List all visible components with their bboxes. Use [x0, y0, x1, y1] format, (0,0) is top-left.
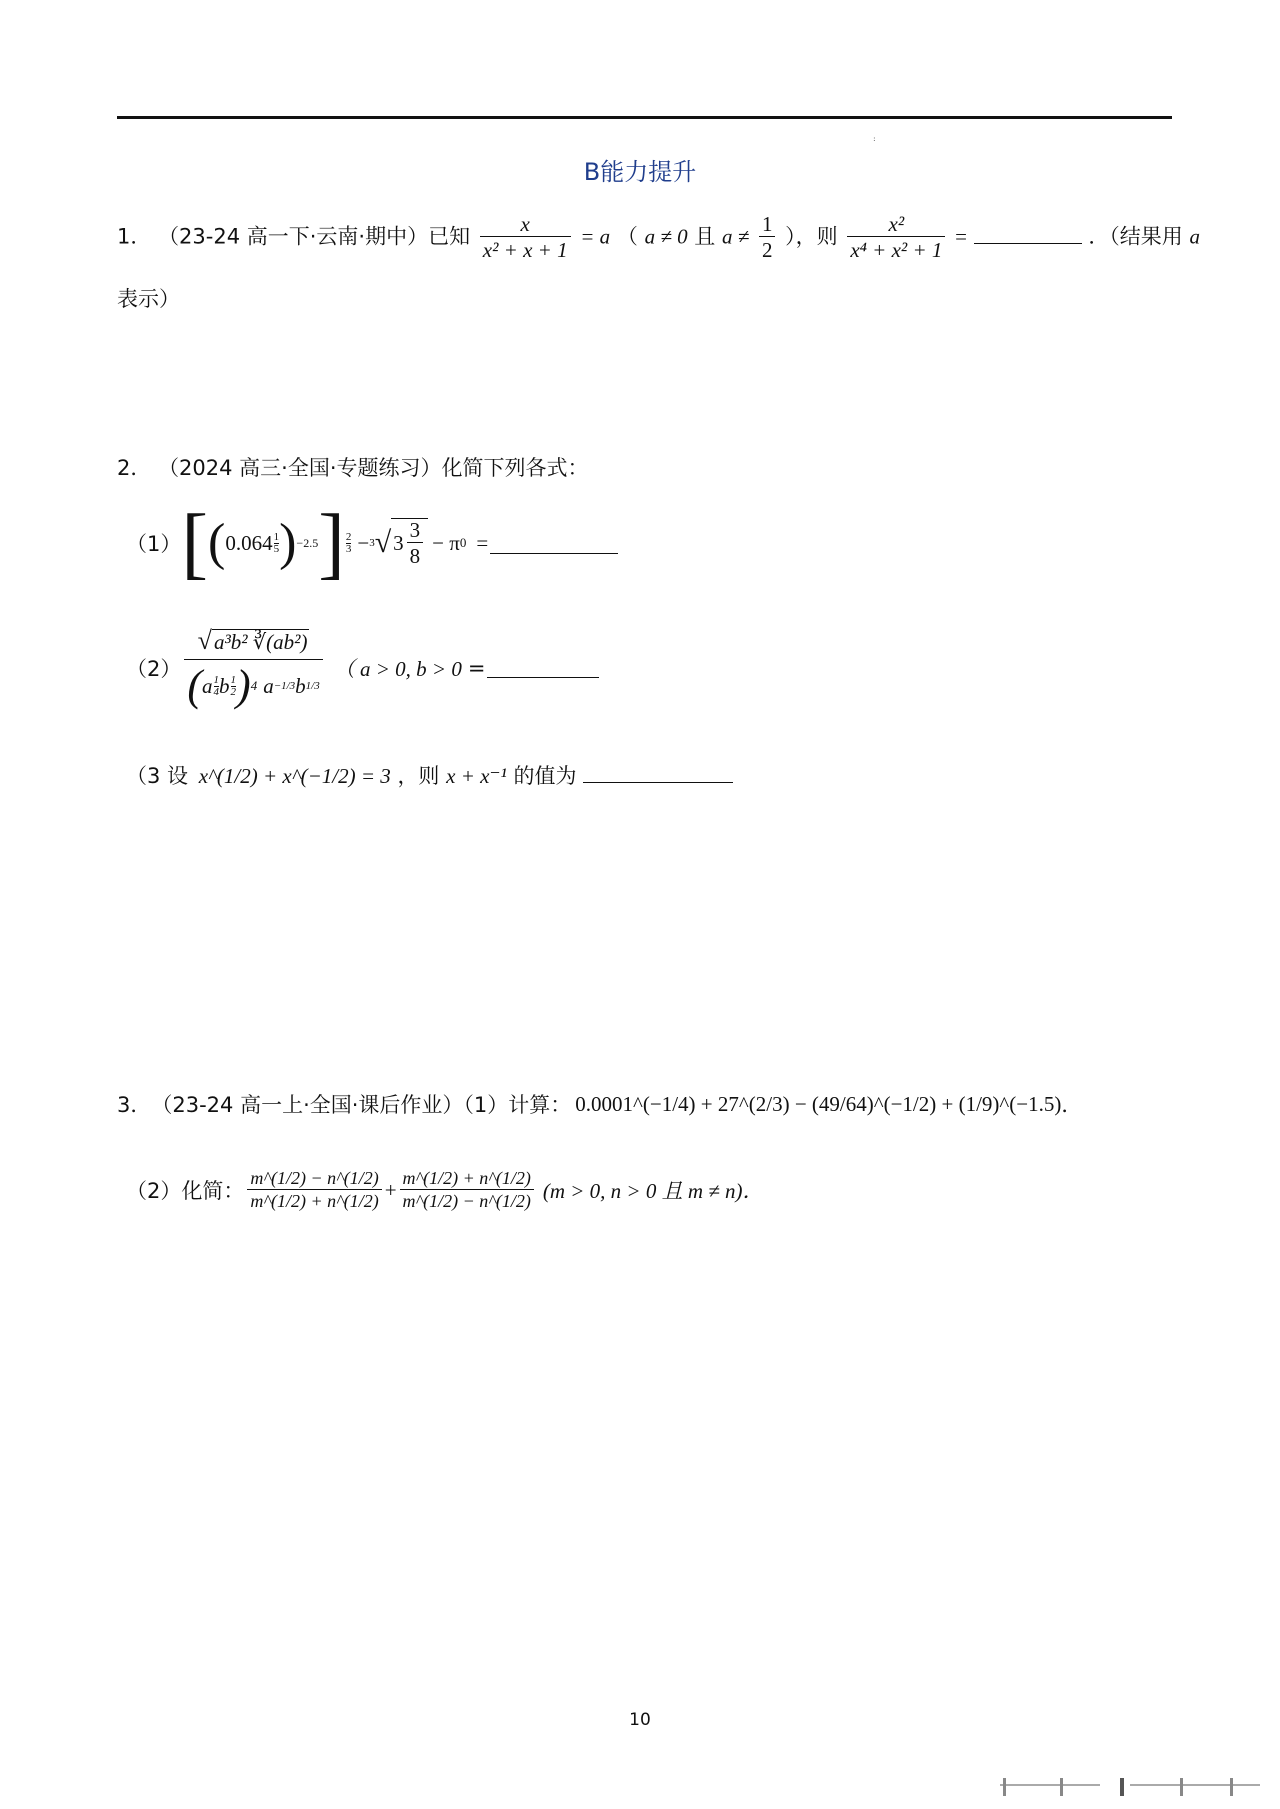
- q2-p1-answer-blank[interactable]: [490, 533, 618, 554]
- q3-p2-condition: (m > 0, n > 0 且 m ≠ n)．: [542, 1179, 764, 1203]
- q2-p2-den-c-exp: −1/3: [273, 680, 296, 693]
- q2-p3-then: ，则: [397, 764, 440, 788]
- q3-p2-f2-num: m^(1/2) + n^(1/2): [402, 1167, 531, 1188]
- q2-p1-right-bracket: ]: [318, 499, 345, 587]
- q3-p2-fraction1: [247, 1169, 381, 1212]
- viewer-toolbar-strip: [1000, 1772, 1270, 1800]
- q1-tail-var: a: [1189, 224, 1200, 249]
- q1-cond-frac-num: 1: [761, 212, 773, 236]
- q2-p2-sqrt-sign: √: [197, 625, 212, 655]
- q2-part2: [126, 605, 599, 730]
- q1-cond-close: ），则: [785, 224, 838, 249]
- q2-p1-frac-den: 8: [407, 542, 424, 568]
- q2-p1-minus: −: [357, 530, 370, 555]
- q1-answer-blank[interactable]: [974, 223, 1082, 244]
- q1-cond-open: （: [616, 224, 638, 249]
- q2-source: （2024 高三·全国·专题练习）化简下列各式：: [158, 456, 589, 480]
- q3-p2-f1-den: m^(1/2) + n^(1/2): [247, 1189, 381, 1212]
- toolbar-track-1: [1000, 1784, 1100, 1786]
- q2-part1: [126, 495, 618, 591]
- q2-p2-den-c: a: [263, 673, 274, 698]
- q2-p2-eq: =: [467, 655, 486, 680]
- toolbar-marker-2[interactable]: [1060, 1778, 1063, 1796]
- page-number: 10: [629, 1710, 651, 1730]
- toolbar-marker-3[interactable]: [1120, 1778, 1124, 1796]
- q2-p2-den-b-exp-den: 2: [230, 685, 237, 698]
- q3-p2-plus: +: [384, 1177, 397, 1202]
- q2-p1-pi: − π: [432, 530, 460, 555]
- q2-p1-outer-exp-num: 2: [345, 530, 352, 543]
- q2-p1-whole: 3: [393, 531, 404, 555]
- q2-p3-tail: 的值为: [513, 764, 577, 788]
- q2-number: 2．: [117, 456, 152, 480]
- q3-source: （23-24 高一上·全国·课后作业）（1）计算：: [151, 1093, 572, 1117]
- q2-p2-den-a-exp-num: 1: [213, 673, 220, 686]
- q2-p2-den-b-exp-num: 1: [230, 673, 237, 686]
- q2-p2-den-d: b: [295, 673, 306, 698]
- q3-p2-f2-den: m^(1/2) − n^(1/2): [400, 1189, 534, 1212]
- q2-p2-left-paren: (: [187, 661, 203, 711]
- q2-p2-numerator: [195, 627, 313, 660]
- q2-p2-fraction: [184, 627, 322, 709]
- q2-p1-root-index: 3: [369, 537, 375, 549]
- q2-p1-radicand: [391, 518, 428, 568]
- q2-p3-target: x + x⁻¹: [446, 764, 507, 788]
- q1-tail: ．（结果用: [1088, 224, 1183, 249]
- q2-p2-denominator: [184, 659, 322, 711]
- q2-p1-right-paren: ): [279, 514, 297, 571]
- q1-target-eq: =: [955, 224, 967, 249]
- q2-p2-den-a: a: [202, 673, 213, 698]
- q2-p1-outer-exp: [346, 532, 352, 555]
- q1-target-fraction: [847, 213, 945, 262]
- toolbar-marker-5[interactable]: [1230, 1778, 1233, 1796]
- q2-p1-fraction: [407, 519, 424, 568]
- q3-line2: [126, 1145, 764, 1235]
- q1-line: [117, 213, 1200, 262]
- q1-target-numerator: x²: [888, 212, 905, 236]
- q2-p1-left-bracket: [: [181, 499, 209, 587]
- q2-p2-den-pow: 4: [250, 678, 258, 694]
- q2-p1-outer-exp-den: 3: [345, 542, 352, 555]
- q1-number: 1．: [117, 224, 152, 249]
- q2-p1-eq: =: [476, 530, 489, 555]
- header-rule: [117, 116, 1172, 119]
- q2-heading: [117, 452, 589, 482]
- q1-cond-and: 且: [694, 224, 716, 249]
- q2-p2-label: （2）: [126, 656, 182, 681]
- q1-cond-b: a ≠: [721, 224, 750, 249]
- q2-p2-den-a-exp-den: 4: [213, 685, 220, 698]
- q2-p2-den-d-exp: 1/3: [305, 680, 320, 693]
- q3-p1-end: ．: [1061, 1093, 1083, 1117]
- q2-part3: [126, 760, 733, 790]
- header-mark: :: [873, 134, 876, 143]
- q2-p1-mid-exp: −2.5: [296, 535, 319, 550]
- q2-p1-base: 0.064: [225, 530, 273, 555]
- q2-p2-num-expr: a³b² ∛(ab²): [213, 629, 308, 654]
- q3-line1: [117, 1080, 1082, 1128]
- q3-p2-label: （2）化简：: [126, 1179, 245, 1203]
- q3-p1-expression: 0.0001^(−1/4) + 27^(2/3) − (49/64)^(−1/2) + (1/9)^(−1.5): [575, 1091, 1062, 1116]
- q1-target-denominator: x⁴ + x² + 1: [847, 236, 945, 262]
- q3-p2-fraction2: [400, 1169, 534, 1212]
- q2-p1-left-paren: (: [208, 514, 226, 571]
- q1-tail2: 表示）: [117, 287, 180, 311]
- q2-p2-right-paren: ): [236, 661, 251, 711]
- q1-cond-fraction: [759, 213, 776, 262]
- q1-given-numerator: x: [520, 212, 530, 236]
- q1-given-rhs: = a: [580, 224, 611, 249]
- q2-p3-label: （3 设: [126, 764, 189, 788]
- q2-p2-condition: （ a > 0, b > 0: [333, 656, 462, 681]
- q2-p1-frac-num: 3: [409, 517, 421, 542]
- q3-number: 3．: [117, 1093, 152, 1117]
- q2-p1-inner-exp-num: 1: [273, 530, 280, 543]
- q2-p1-pi-exp: 0: [459, 535, 467, 550]
- q1-given-fraction: [480, 213, 571, 262]
- toolbar-marker-1[interactable]: [1003, 1778, 1006, 1796]
- q2-p1-root-sign: √: [374, 526, 392, 559]
- q2-p1-label: （1）: [126, 532, 182, 556]
- q1-cond-frac-den: 2: [759, 236, 776, 262]
- q2-p2-answer-blank[interactable]: [487, 657, 599, 678]
- q3-p2-f1-num: m^(1/2) − n^(1/2): [250, 1167, 379, 1188]
- q2-p1-expression: [181, 499, 618, 587]
- q1-source: （23-24 高一下·云南·期中）已知: [158, 224, 471, 249]
- toolbar-marker-4[interactable]: [1180, 1778, 1183, 1796]
- q2-p1-inner-exp-den: 5: [273, 542, 280, 555]
- toolbar-track-2: [1130, 1784, 1260, 1786]
- q1-cond-a: a ≠ 0: [644, 224, 688, 249]
- q2-p3-expr: x^(1/2) + x^(−1/2) = 3: [198, 764, 391, 788]
- section-title: B能力提升: [583, 158, 697, 186]
- q1-given-denominator: x² + x + 1: [480, 236, 571, 262]
- q2-p2-den-b: b: [219, 673, 230, 698]
- q2-p3-answer-blank[interactable]: [583, 762, 733, 783]
